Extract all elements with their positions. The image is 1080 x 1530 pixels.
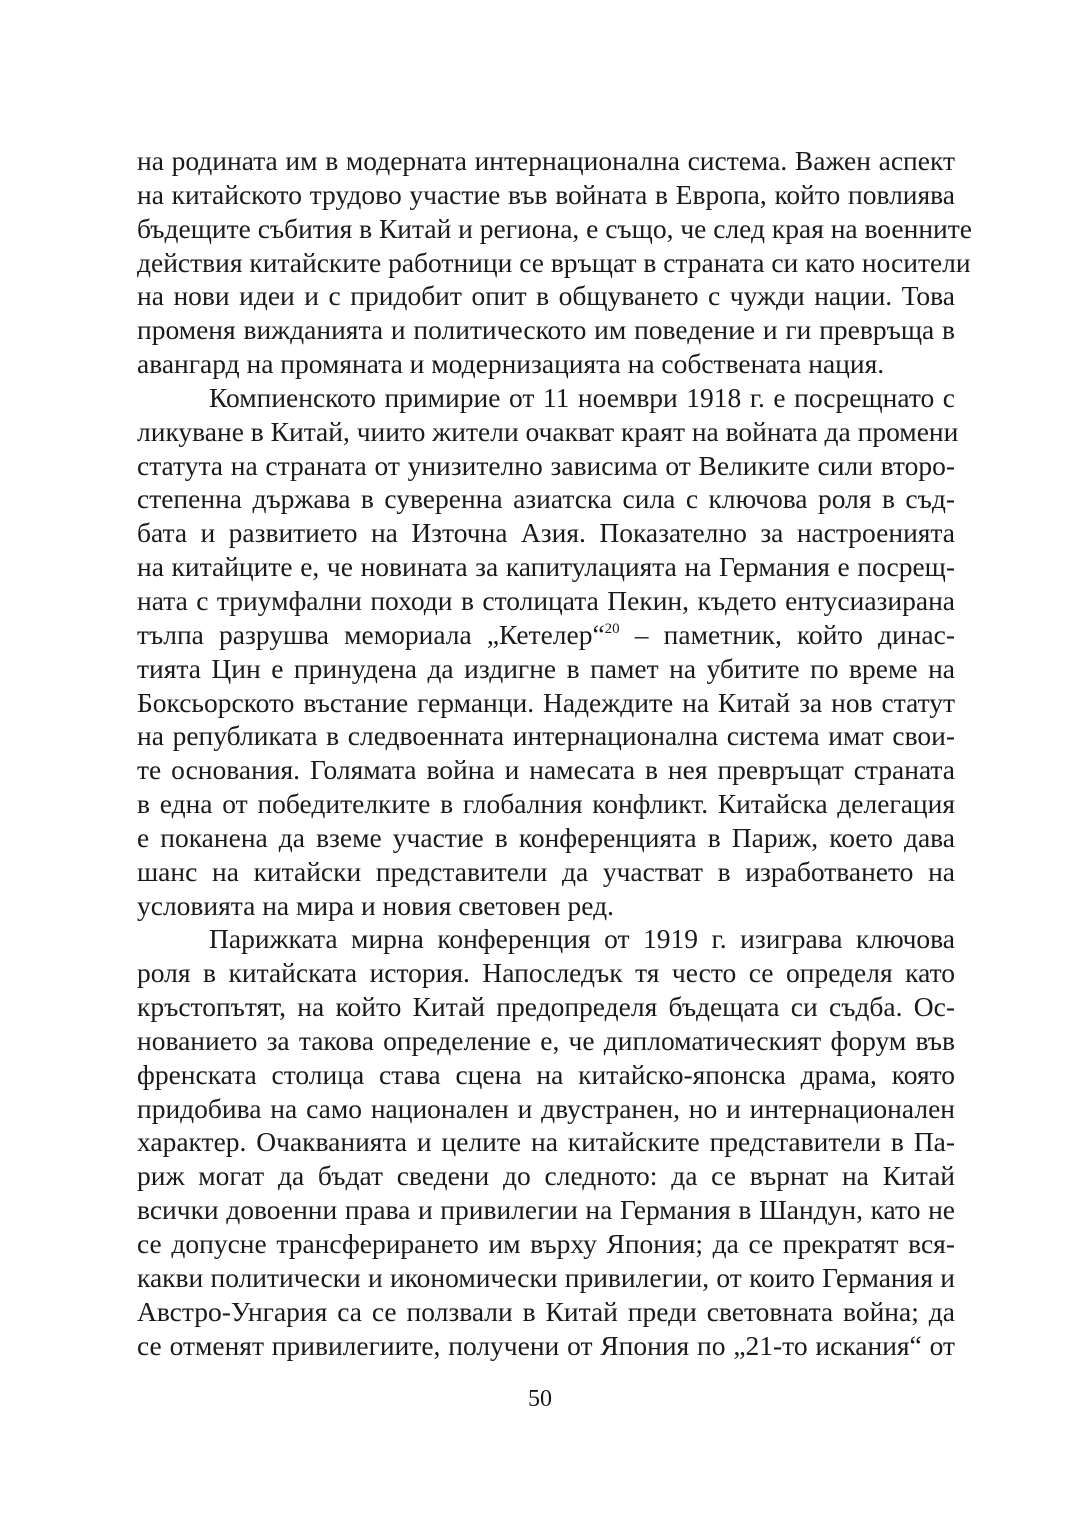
text-line: действия китайските работници се връщат в страната си като носители (137, 246, 971, 278)
text-line: ликуване в Китай, чиито жители очакват краят на войната да промени (137, 415, 959, 447)
page-number: 50 (528, 1386, 552, 1412)
text-line: те основания. Голямата война и намесата в нея превръщат страната (137, 754, 955, 786)
text-line: бъдещите събития в Китай и региона, е също, че след края на военните (137, 212, 972, 244)
text-fragment: тълпа разрушва мемориала „Кетелер“ (137, 618, 605, 650)
text-line: на китайците е, че новината за капитулацията на Германия е посрещ- (137, 551, 955, 583)
text-line: ната с триумфални походи в столицата Пекин, където ентусиазирана (137, 584, 955, 616)
text-line: придобива на само национален и двустранен, но и интернационален (137, 1092, 955, 1124)
body-text (137, 144, 972, 1362)
text-line: Компиенското примирие от 11 ноември 1918 г. е посрещнато с (209, 381, 955, 413)
text-line: характер. Очакванията и целите на китайските представители в Па- (137, 1126, 955, 1158)
text-line: статута на страната от унизително зависима от Великите сили второ- (137, 449, 955, 481)
footnote-reference[interactable]: 20 (604, 620, 620, 637)
text-line: бата и развитието на Източна Азия. Показателно за настроенията (137, 517, 955, 549)
text-line: Парижката мирна конференция от 1919 г. изиграва ключова (209, 923, 955, 955)
text-line: нованието за такова определение е, че дипломатическият форум във (137, 1024, 955, 1056)
text-line: роля в китайската история. Напоследък тя често се определя като (137, 957, 955, 989)
paragraph (137, 144, 972, 381)
text-line: е поканена да вземе участие в конференцията в Париж, което дава (137, 821, 955, 853)
text-line: френската столица става сцена на китайско-японска драма, която (137, 1058, 955, 1090)
text-line: се отменят привилегиите, получени от Япония по „21-то искания“ от (137, 1329, 955, 1361)
text-line: Боксьорското въстание германци. Надеждите на Китай за нов статут (137, 686, 955, 718)
text-line: тията Цин е принудена да издигне в памет на убитите по време на (137, 652, 955, 684)
text-line: условията на мира и новия световен ред. (137, 889, 614, 921)
text-line: авангард на промяната и модернизацията на собствената нация. (137, 348, 885, 380)
text-line: променя вижданията и политическото им поведение и ги превръща в (137, 314, 955, 346)
text-line: степенна държава в суверенна азиатска сила с ключова роля в съд- (137, 483, 955, 515)
text-line: всички довоенни права и привилегии на Германия в Шандун, като не (137, 1194, 955, 1226)
text-line: на републиката в следвоенната интернационална система имат свои- (137, 720, 955, 752)
text-line: се допусне трансферирането им върху Япония; да се прекратят вся- (137, 1228, 955, 1259)
text-line: на нови идеи и с придобит опит в общуването с чужди нации. Това (137, 280, 955, 312)
paragraph (137, 381, 959, 923)
text-line: риж могат да бъдат сведени до следното: да се върнат на Китай (137, 1160, 955, 1192)
text-line: кръстопътят, на който Китай предопределя бъдещата си съдба. Ос- (137, 991, 955, 1023)
text-fragment: – паметник, който динас- (619, 618, 955, 650)
paragraph (137, 922, 955, 1362)
text-line: на родината им в модерната интернационална система. Важен аспект (137, 145, 955, 176)
text-line: в една от победителките в глобалния конфликт. Китайска делегация (137, 788, 955, 820)
text-line-with-footnote (137, 618, 955, 652)
text-line: на китайското трудово участие във войната в Европа, който повлиява (137, 178, 955, 210)
text-line: Австро-Унгария са се ползвали в Китай преди световната война; да (137, 1295, 955, 1327)
text-line: какви политически и икономически привилегии, от които Германия и (137, 1261, 955, 1293)
text-line: шанс на китайски представители да участват в изработването на (137, 855, 955, 887)
